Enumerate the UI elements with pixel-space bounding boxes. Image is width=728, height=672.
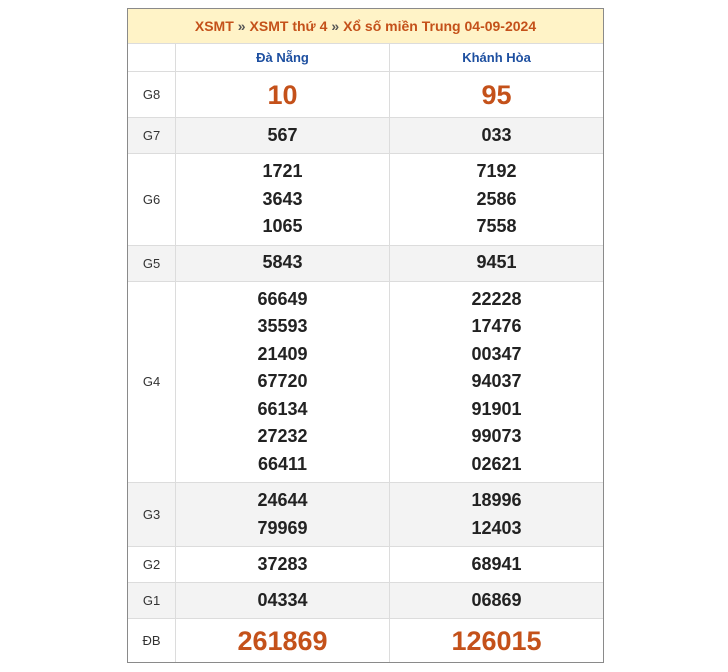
result-number: 66134 [257,398,308,419]
result-number: 22228 [471,288,522,309]
prize-label: G1 [128,583,176,618]
prize-row-đb [128,619,603,662]
result-number: 27232 [257,426,308,446]
province-da-nang[interactable]: Đà Nẵng [256,50,309,65]
result-cell [389,282,603,483]
result-number: 94037 [471,371,522,391]
prize-label: G5 [128,246,176,281]
prize-label: ĐB [128,619,176,662]
result-number: 67720 [257,371,308,391]
result-number: 2586 [476,188,517,209]
prize-row-g5 [128,246,603,282]
prize-row-g7 [128,118,603,154]
result-number: 261869 [237,625,328,656]
result-number: 567 [267,124,298,145]
result-number: 17476 [471,316,522,336]
prize-row-g4 [128,282,603,484]
result-number: 9451 [476,252,517,273]
result-number: 04334 [257,589,308,610]
result-number: 37283 [257,553,308,574]
result-number: 68941 [471,553,522,574]
result-number: 95 [481,79,512,110]
result-number: 02621 [471,453,522,474]
result-cell [389,246,603,281]
result-cell [389,72,603,117]
result-number: 21409 [257,343,308,364]
province-header-row [128,44,603,72]
result-cell [389,583,603,618]
province-khanh-hoa[interactable]: Khánh Hòa [389,44,603,71]
result-number: 126015 [451,625,542,656]
page-title [128,9,603,44]
prize-row-g6 [128,154,603,246]
result-number: 1721 [262,161,303,181]
prize-rows [128,72,603,662]
results-table [127,8,604,663]
result-number: 06869 [471,589,522,610]
result-cell [176,118,389,153]
result-cell [176,282,389,483]
breadcrumb-xsmt-link[interactable]: XSMT [194,18,234,34]
prize-label: G3 [128,483,176,546]
prize-label-header [128,44,176,71]
prize-label: G7 [128,118,176,153]
result-number: 12403 [471,517,522,538]
breadcrumb-separator: » [237,18,246,34]
result-number: 79969 [257,517,308,538]
prize-row-g8 [128,72,603,118]
prize-label: G8 [128,72,176,117]
result-cell [176,154,389,245]
result-number: 91901 [471,398,522,419]
breadcrumb-weekday-link[interactable]: XSMT thứ 4 [249,18,328,34]
result-number: 5843 [262,252,303,273]
result-cell [389,118,603,153]
prize-row-g2 [128,547,603,583]
result-number: 00347 [471,343,522,364]
result-cell [389,154,603,245]
prize-row-g1 [128,583,603,619]
result-cell [176,483,389,546]
result-number: 66649 [257,288,308,309]
result-number: 66411 [257,453,308,474]
result-number: 033 [481,124,512,145]
result-cell [176,246,389,281]
prize-label: G4 [128,282,176,483]
result-number: 10 [267,79,298,110]
breadcrumb-separator: » [331,18,340,34]
result-cell [389,483,603,546]
prize-label: G2 [128,547,176,582]
result-number: 24644 [257,490,308,510]
result-number: 3643 [262,188,303,209]
result-number: 99073 [471,426,522,446]
result-number: 7192 [476,161,517,181]
result-cell [389,619,603,662]
result-cell [389,547,603,582]
result-number: 1065 [262,216,303,236]
result-cell [176,583,389,618]
prize-row-g3 [128,483,603,547]
result-number: 7558 [476,216,517,236]
result-cell [176,619,389,662]
breadcrumb-date-link[interactable]: Xổ số miền Trung 04-09-2024 [343,18,537,34]
result-number: 18996 [471,490,522,510]
result-number: 35593 [257,316,308,336]
result-cell [176,547,389,582]
result-cell [176,72,389,117]
prize-label: G6 [128,154,176,245]
